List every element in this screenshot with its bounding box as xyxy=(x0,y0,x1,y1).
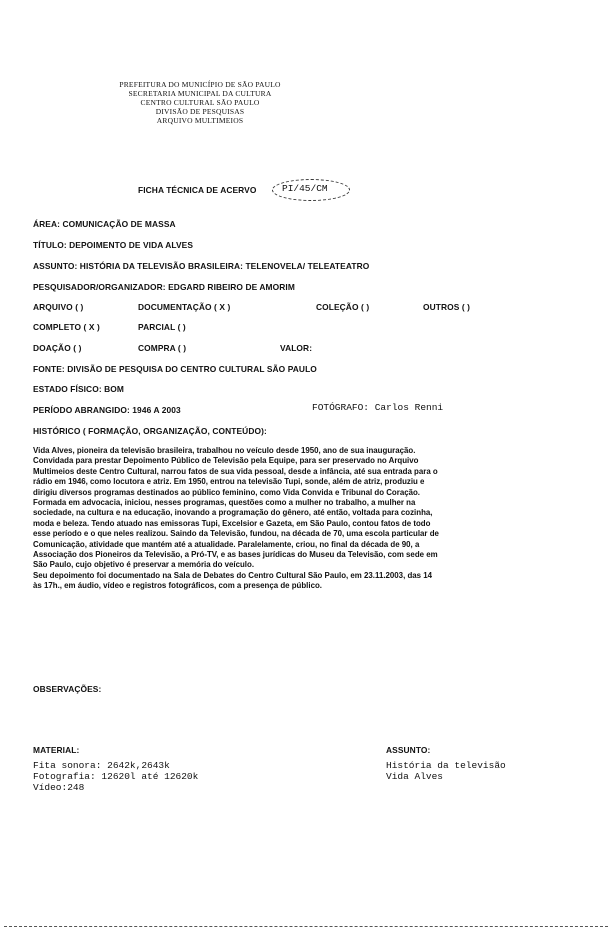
assunto-footer-label: ASSUNTO: xyxy=(386,745,431,755)
field-periodo: PERÍODO ABRANGIDO: 1946 A 2003 xyxy=(33,405,181,415)
historico-line: sociedade, na cultura e na educação, inovando a programação do gênero, até então, voltada para cozinha, xyxy=(33,508,433,518)
ficha-code: PI/45/CM xyxy=(282,183,328,194)
historico-text xyxy=(33,446,503,592)
field-area: ÁREA: COMUNICAÇÃO DE MASSA xyxy=(33,219,176,229)
institution-header xyxy=(80,80,320,125)
field-observacoes: OBSERVAÇÕES: xyxy=(33,684,102,694)
checkbox-doacao: DOAÇÃO ( ) xyxy=(33,343,82,353)
historico-line: Formada em advocacia, iniciou, nesses programas, questões como a mulher no trabalho, a mulher na xyxy=(33,498,416,508)
field-valor: VALOR: xyxy=(280,343,313,353)
historico-line: moda e beleza. Tendo atuado nas emissoras Tupi, Excelsior e Gazeta, em São Paulo, contou fatos de todo xyxy=(33,518,431,528)
material-label: MATERIAL: xyxy=(33,745,80,755)
checkbox-colecao: COLEÇÃO ( ) xyxy=(316,302,370,312)
historico-line: São Paulo, cujo objetivo é preservar a memória do veículo. xyxy=(33,560,255,570)
historico-line: esse período e o que neles realizou. Saindo da Televisão, fundou, na década de 70, uma escola particular de xyxy=(33,529,439,539)
historico-line: rádio em 1946, como locutora e atriz. Em 1950, entrou na televisão Tupi, sonde, além de atriz, produziu e xyxy=(33,477,425,487)
checkbox-outros: OUTROS ( ) xyxy=(423,302,471,312)
field-assunto: ASSUNTO: HISTÓRIA DA TELEVISÃO BRASILEIRA: TELENOVELA/ TELEATEATRO xyxy=(33,261,370,271)
header-line: ARQUIVO MULTIMEIOS xyxy=(156,116,244,125)
historico-line: Comunicação, atividade que mantém até a atualidade. Paralelamente, criou, no final da década de 90, a xyxy=(33,539,420,549)
assunto-item: História da televisão xyxy=(386,760,506,771)
historico-line: Vida Alves, pioneira da televisão brasileira, trabalhou no veículo desde 1950, ano de sua inauguração. xyxy=(33,446,416,455)
historico-line: Multimeios deste Centro Cultural, narrou fatos de sua vida pessoal, desde a infância, até sua entrada para o xyxy=(33,466,438,476)
checkbox-parcial: PARCIAL ( ) xyxy=(138,322,186,332)
ficha-label: FICHA TÉCNICA DE ACERVO xyxy=(138,185,257,195)
assunto-footer-list xyxy=(386,760,506,782)
material-item: Fotografia: 12620l até 12620k xyxy=(33,771,199,782)
checkbox-arquivo: ARQUIVO ( ) xyxy=(33,302,84,312)
historico-line: Associação dos Pioneiros da Televisão, a Pró-TV, e as bases jurídicas do Museu da Televisão, com sede em xyxy=(33,550,438,560)
page-bottom-edge xyxy=(4,926,608,927)
field-titulo: TÍTULO: DEPOIMENTO DE VIDA ALVES xyxy=(33,240,194,250)
field-estado: ESTADO FÍSICO: BOM xyxy=(33,384,124,394)
header-line: DIVISÃO DE PESQUISAS xyxy=(155,107,245,116)
field-historico: HISTÓRICO ( FORMAÇÃO, ORGANIZAÇÃO, CONTEÚDO): xyxy=(33,426,267,436)
field-fonte: FONTE: DIVISÃO DE PESQUISA DO CENTRO CULTURAL SÃO PAULO xyxy=(33,364,317,374)
material-list xyxy=(33,760,198,793)
header-line: CENTRO CULTURAL SÃO PAULO xyxy=(140,98,260,107)
field-fotografo: FOTÓGRAFO: Carlos Renni xyxy=(312,402,444,413)
header-line: SECRETARIA MUNICIPAL DA CULTURA xyxy=(128,89,272,98)
header-line: PREFEITURA DO MUNICÍPIO DE SÃO PAULO xyxy=(119,80,281,89)
checkbox-compra: COMPRA ( ) xyxy=(138,343,187,353)
material-item: Vídeo:248 xyxy=(33,782,85,793)
field-pesquisador: PESQUISADOR/ORGANIZADOR: EDGARD RIBEIRO DE AMORIM xyxy=(33,282,295,292)
historico-line: Convidada para prestar Depoimento Público de Televisão pela Equipe, para ser preservado no Arquivo xyxy=(33,456,419,466)
checkbox-documentacao: DOCUMENTAÇÃO ( X ) xyxy=(138,302,231,312)
checkbox-completo: COMPLETO ( X ) xyxy=(33,322,100,332)
material-item: Fita sonora: 2642k,2643k xyxy=(33,760,170,771)
historico-line: às 17h., em áudio, vídeo e registros fotográficos, com a presença de público. xyxy=(33,581,322,591)
historico-line: dirigiu diversos programas destinados ao público feminino, como Vida Convida e Tribunal do Coração. xyxy=(33,487,421,497)
assunto-item: Vida Alves xyxy=(386,771,444,782)
historico-line: Seu depoimento foi documentado na Sala de Debates do Centro Cultural São Paulo, em 23.11.2003, das 14 xyxy=(33,570,433,580)
